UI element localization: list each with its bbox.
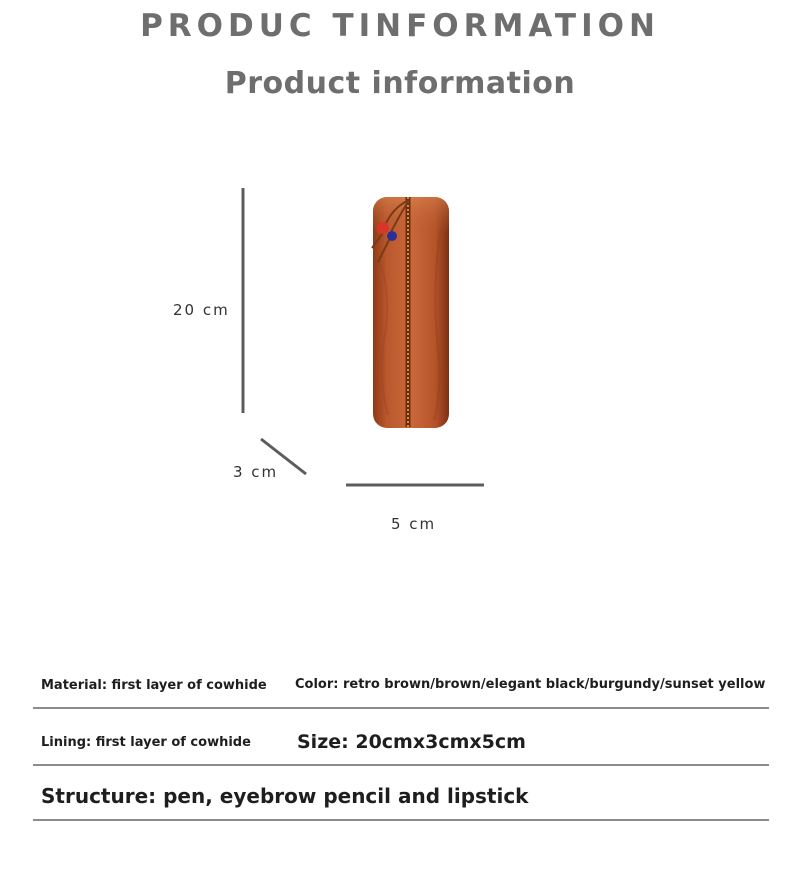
spec-table [33,660,769,821]
depth-label: 3 cm [233,463,279,481]
width-label: 5 cm [391,515,437,533]
blue-bead-icon [387,231,397,241]
spec-row [33,709,769,766]
size-spec: Size: 20cmx3cmx5cm [297,731,526,753]
color-spec: Color: retro brown/brown/elegant black/burgundy/sunset yellow [295,677,766,692]
spec-row [33,660,769,709]
spec-row [33,766,769,821]
lining-spec: Lining: first layer of cowhide [41,735,251,750]
structure-spec: Structure: pen, eyebrow pencil and lipstick [41,784,529,808]
red-bead-icon [377,222,389,234]
height-label: 20 cm [173,301,230,319]
page-title: PRODUC TINFORMATION [140,8,660,44]
page-subtitle: Product information [224,66,576,101]
material-spec: Material: first layer of cowhide [41,678,267,693]
leather-pencil-case-icon [372,197,449,428]
